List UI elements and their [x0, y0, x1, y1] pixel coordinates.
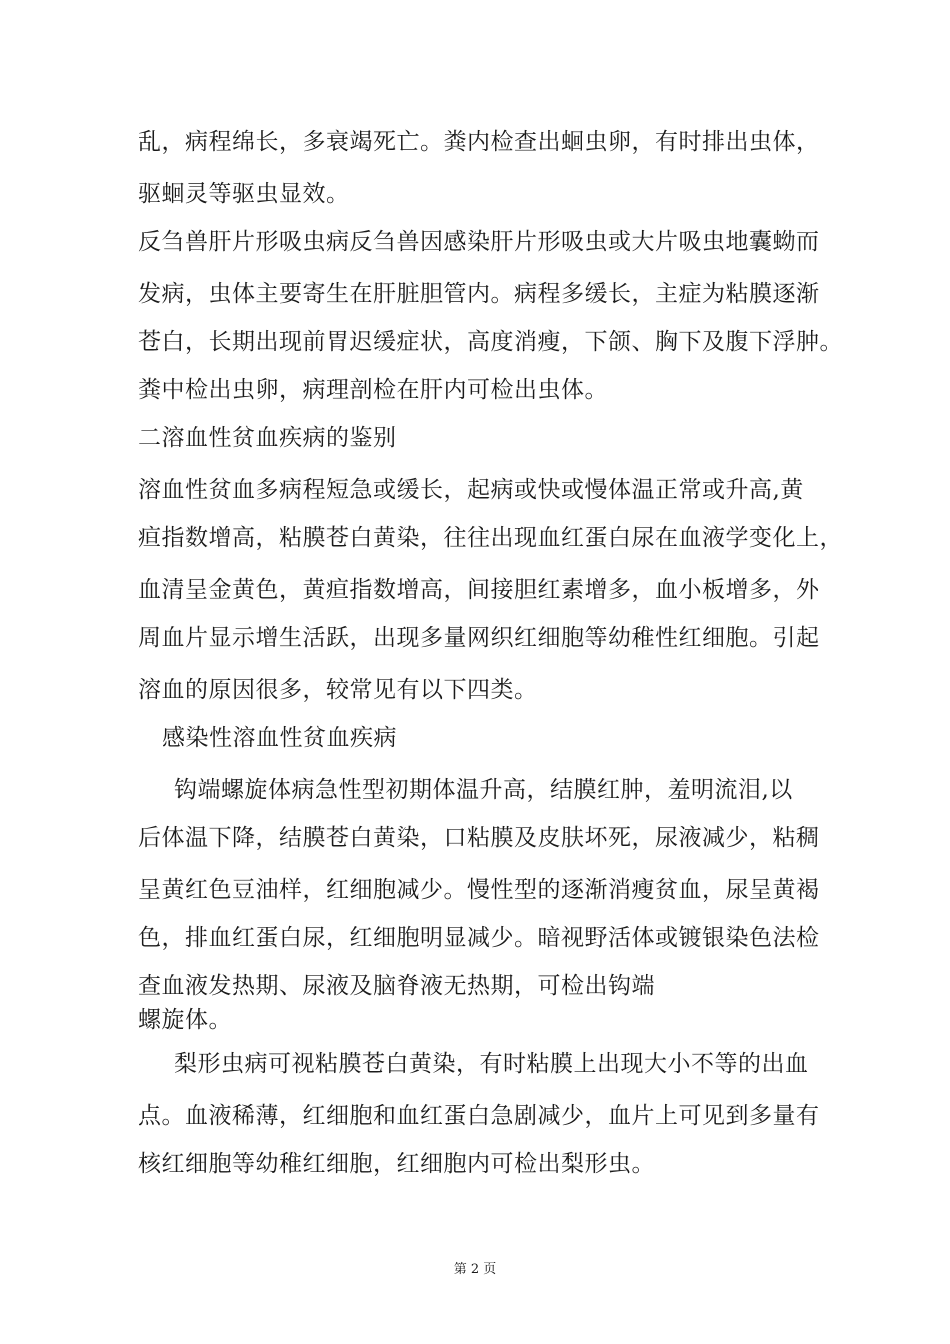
text-line: 血清呈金黄色，黄疸指数增高，间接胆红素增多，血小板增多，外: [138, 577, 820, 603]
text-line: 驱蛔灵等驱虫显效。: [138, 181, 350, 207]
text-line: 乱，病程绵长，多衰竭死亡。粪内检查出蛔虫卵，有时排出虫体，: [138, 129, 820, 155]
text-line: 色，排血红蛋白尿，红细胞明显减少。暗视野活体或镀银染色法检: [138, 925, 820, 951]
text-line: 苍白，长期出现前胃迟缓症状，高度消瘦，下颌、胸下及腹下浮肿。: [138, 329, 843, 355]
text-line: 螺旋体。: [138, 1007, 232, 1033]
text-line: 溶血性贫血多病程短急或缓长，起病或快或慢体温正常或升高,黄: [138, 477, 804, 503]
text-line: 后体温下降，结膜苍白黄染，口粘膜及皮肤坏死，尿液减少，粘稠: [138, 825, 820, 851]
text-line: 梨形虫病可视粘膜苍白黄染，有时粘膜上出现大小不等的出血: [174, 1051, 809, 1077]
text-line: 疸指数增高，粘膜苍白黄染，往往出现血红蛋白尿在血液学变化上，: [138, 525, 843, 551]
text-line: 发病，虫体主要寄生在肝脏胆管内。病程多缓长，主症为粘膜逐渐: [138, 281, 820, 307]
text-line: 钩端螺旋体病急性型初期体温升高，结膜红肿，羞明流泪,以: [174, 777, 793, 803]
subsection-heading: 感染性溶血性贫血疾病: [162, 725, 397, 751]
text-line: 点。血液稀薄，红细胞和血红蛋白急剧减少，血片上可见到多量有: [138, 1103, 820, 1129]
text-line: 反刍兽肝片形吸虫病反刍兽因感染肝片形吸虫或大片吸虫地囊蚴而: [138, 229, 820, 255]
text-line: 周血片显示增生活跃，出现多量网织红细胞等幼稚性红细胞。引起: [138, 625, 820, 651]
page-number: 第 2 页: [453, 1262, 497, 1277]
text-line: 粪中检出虫卵，病理剖检在肝内可检出虫体。: [138, 377, 608, 403]
text-line: 溶血的原因很多，较常见有以下四类。: [138, 677, 538, 703]
text-line: 呈黄红色豆油样，红细胞减少。慢性型的逐渐消瘦贫血，尿呈黄褐: [138, 877, 820, 903]
text-line: 核红细胞等幼稚红细胞，红细胞内可检出梨形虫。: [138, 1151, 655, 1177]
section-heading: 二溶血性贫血疾病的鉴别: [138, 425, 397, 451]
text-line: 查血液发热期、尿液及脑脊液无热期，可检出钩端: [138, 973, 655, 999]
